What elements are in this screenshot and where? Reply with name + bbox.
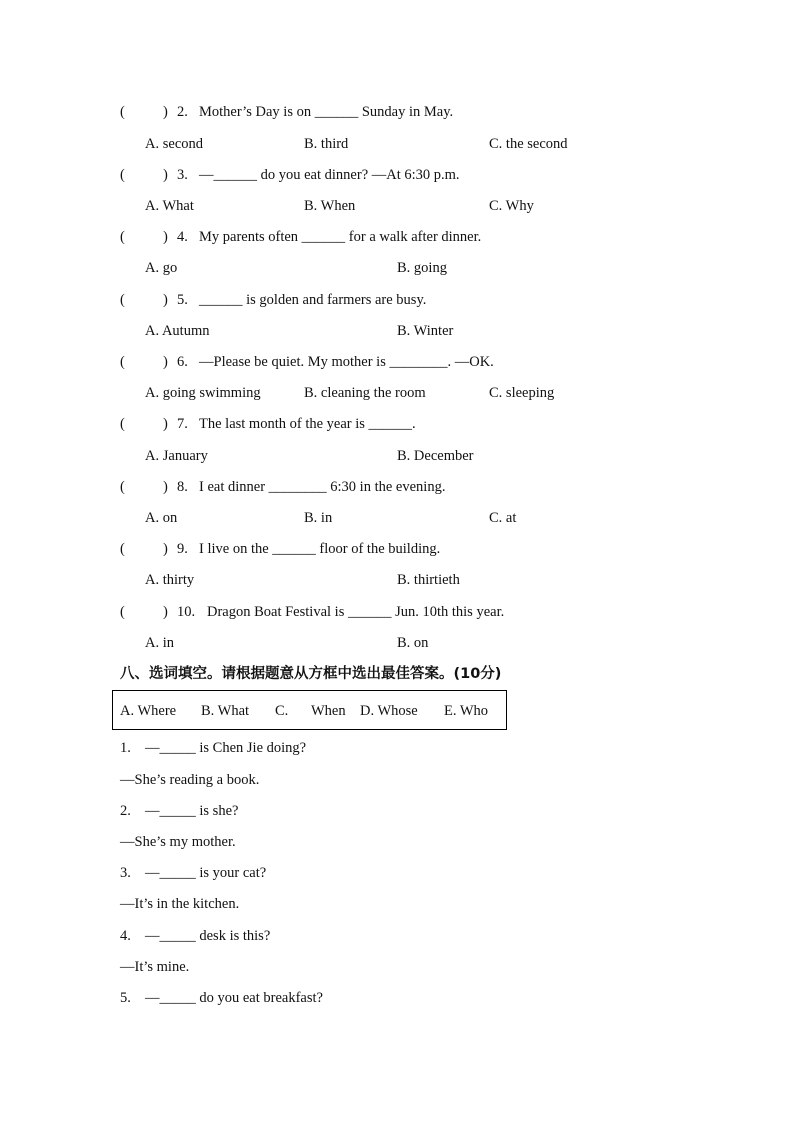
answer-paren-open[interactable]: ( xyxy=(120,104,125,120)
question-text: —_____ is your cat? xyxy=(145,865,267,881)
question-text: My parents often ______ for a walk after dinner. xyxy=(199,229,482,245)
answer-paren-close: ) xyxy=(163,229,168,245)
answer-line: —It’s in the kitchen. xyxy=(120,896,240,912)
mc-q10-options xyxy=(0,632,794,654)
question-text: I eat dinner ________ 6:30 in the evening. xyxy=(199,479,446,495)
mc-q4-options xyxy=(0,257,794,279)
mc-q10 xyxy=(0,601,794,623)
fill-a2 xyxy=(0,831,794,853)
fill-q2 xyxy=(0,800,794,822)
option-b: B. in xyxy=(304,510,333,526)
fill-q4 xyxy=(0,925,794,947)
question-number: 6. xyxy=(177,354,188,370)
option-a: A. What xyxy=(145,198,194,214)
option-a: A. Autumn xyxy=(145,323,210,339)
question-text: —_____ desk is this? xyxy=(145,928,271,944)
option-a: A. go xyxy=(145,260,178,276)
answer-line: —She’s my mother. xyxy=(120,834,236,850)
question-number: 5. xyxy=(120,990,131,1006)
mc-q7-options xyxy=(0,445,794,467)
question-text: —______ do you eat dinner? —At 6:30 p.m. xyxy=(199,167,460,183)
question-number: 3. xyxy=(177,167,188,183)
mc-q2-options xyxy=(0,133,794,155)
word-option-e: E. Who xyxy=(444,703,489,719)
answer-paren-open[interactable]: ( xyxy=(120,167,125,183)
answer-line: —She’s reading a book. xyxy=(120,772,260,788)
answer-line: —It’s mine. xyxy=(120,959,190,975)
section-title: 八、选词填空。请根据题意从方框中选出最佳答案。(10分) xyxy=(120,666,502,682)
question-number: 8. xyxy=(177,479,188,495)
word-option-b: B. What xyxy=(201,703,250,719)
option-c: C. Why xyxy=(489,198,534,214)
answer-paren-open[interactable]: ( xyxy=(120,354,125,370)
mc-q3-options xyxy=(0,195,794,217)
question-text: Mother’s Day is on ______ Sunday in May. xyxy=(199,104,454,120)
option-a: A. January xyxy=(145,448,208,464)
question-text: ______ is golden and farmers are busy. xyxy=(199,292,427,308)
question-number: 4. xyxy=(120,928,131,944)
answer-paren-close: ) xyxy=(163,104,168,120)
option-a: A. in xyxy=(145,635,175,651)
option-c: C. the second xyxy=(489,136,568,152)
question-text: —_____ do you eat breakfast? xyxy=(145,990,323,1006)
option-b: B. going xyxy=(397,260,447,276)
mc-q9 xyxy=(0,538,794,560)
fill-a1 xyxy=(0,769,794,791)
fill-q5 xyxy=(0,987,794,1009)
option-b: B. December xyxy=(397,448,474,464)
mc-q7 xyxy=(0,413,794,435)
answer-paren-close: ) xyxy=(163,416,168,432)
answer-paren-open[interactable]: ( xyxy=(120,541,125,557)
mc-q9-options xyxy=(0,569,794,591)
question-number: 2. xyxy=(120,803,131,819)
answer-paren-open[interactable]: ( xyxy=(120,229,125,245)
mc-q5 xyxy=(0,289,794,311)
question-text: The last month of the year is ______. xyxy=(199,416,416,432)
answer-paren-close: ) xyxy=(163,479,168,495)
mc-q8-options xyxy=(0,507,794,529)
fill-a3 xyxy=(0,893,794,915)
answer-paren-open[interactable]: ( xyxy=(120,479,125,495)
word-option-a: A. Where xyxy=(120,703,177,719)
question-number: 10. xyxy=(177,604,196,620)
option-b: B. on xyxy=(397,635,429,651)
mc-q3 xyxy=(0,164,794,186)
answer-paren-close: ) xyxy=(163,541,168,557)
question-number: 3. xyxy=(120,865,131,881)
question-number: 1. xyxy=(120,740,131,756)
option-b: B. When xyxy=(304,198,356,214)
mc-q6-options xyxy=(0,382,794,404)
option-b: B. third xyxy=(304,136,349,152)
question-text: I live on the ______ floor of the building. xyxy=(199,541,441,557)
option-a: A. on xyxy=(145,510,178,526)
answer-paren-close: ) xyxy=(163,167,168,183)
mc-q5-options xyxy=(0,320,794,342)
answer-paren-open[interactable]: ( xyxy=(120,604,125,620)
option-c: C. sleeping xyxy=(489,385,555,401)
mc-q4 xyxy=(0,226,794,248)
option-a: A. going swimming xyxy=(145,385,261,401)
word-box xyxy=(112,690,507,730)
mc-q8 xyxy=(0,476,794,498)
fill-q3 xyxy=(0,862,794,884)
mc-q6 xyxy=(0,351,794,373)
question-text: —_____ is she? xyxy=(145,803,239,819)
option-b: B. cleaning the room xyxy=(304,385,426,401)
question-text: —Please be quiet. My mother is ________. —OK. xyxy=(199,354,494,370)
option-b: B. Winter xyxy=(397,323,454,339)
question-number: 2. xyxy=(177,104,188,120)
question-number: 9. xyxy=(177,541,188,557)
option-c: C. at xyxy=(489,510,517,526)
question-number: 4. xyxy=(177,229,188,245)
word-option-d: D. Whose xyxy=(360,703,418,719)
option-a: A. second xyxy=(145,136,203,152)
mc-q2 xyxy=(0,101,794,123)
fill-q1 xyxy=(0,737,794,759)
question-number: 5. xyxy=(177,292,188,308)
question-text: Dragon Boat Festival is ______ Jun. 10th this year. xyxy=(207,604,505,620)
answer-paren-open[interactable]: ( xyxy=(120,292,125,308)
answer-paren-close: ) xyxy=(163,292,168,308)
answer-paren-open[interactable]: ( xyxy=(120,416,125,432)
answer-paren-close: ) xyxy=(163,354,168,370)
option-b: B. thirtieth xyxy=(397,572,460,588)
question-number: 7. xyxy=(177,416,188,432)
fill-a4 xyxy=(0,956,794,978)
answer-paren-close: ) xyxy=(163,604,168,620)
option-a: A. thirty xyxy=(145,572,195,588)
question-text: —_____ is Chen Jie doing? xyxy=(145,740,307,756)
word-option-c-text: When xyxy=(311,703,346,719)
word-option-c: C. xyxy=(275,703,289,719)
